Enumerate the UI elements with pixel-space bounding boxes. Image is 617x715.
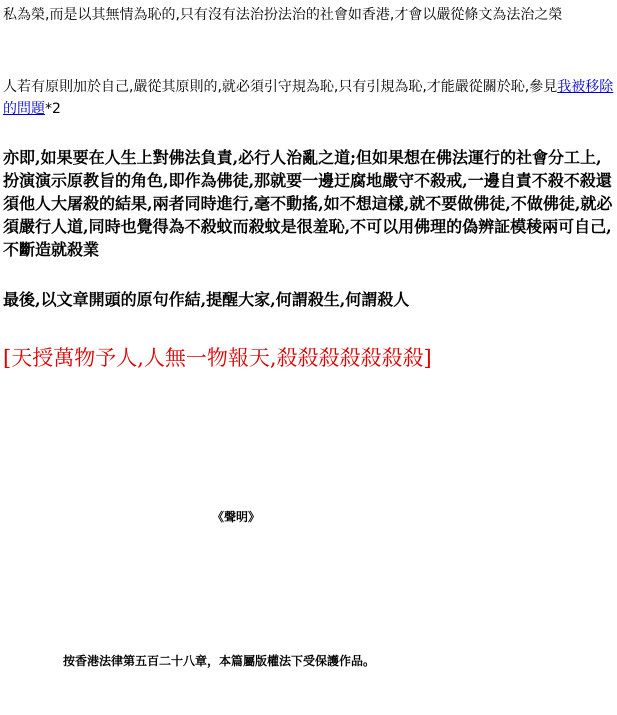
closing-quote: [天授萬物予人,人無一物報天,殺殺殺殺殺殺殺]: [3, 346, 432, 370]
removed-question-link[interactable]: 我被移除的問題: [3, 79, 614, 117]
paragraph-intro: 私為榮,而是以其無情為恥的,只有沒有法治扮法治的社會如香港,才會以嚴從條文為法治之榮: [3, 7, 563, 23]
footnote-marker: *2: [45, 101, 61, 117]
copyright-notice: 按香港法律第五百二十八章，本篇屬版權法下受保護作品。: [63, 654, 376, 668]
paragraph-principle-text: 人若有原則加於自己,嚴從其原則的,就必須引守規為恥,只有引規為恥,才能嚴從關於恥,參見: [3, 79, 558, 95]
paragraph-conclusion: 最後,以文章開頭的原句作結,提醒大家,何謂殺生,何謂殺人: [3, 290, 410, 309]
paragraph-principle: [3, 76, 615, 120]
paragraph-buddhism: 亦即,如果要在人生上對佛法負責,必行人治亂之道;但如果想在佛法運行的社會分工上,扮演演示原教旨的角色,即作為佛徒,那就要一邊迂腐地嚴守不殺戒,一邊自責不殺不殺還須他人大屠殺的結果,兩者同時進行,毫不動搖,如不想這樣,就不要做佛徒,不做佛徒,就必須嚴行人道,同時也覺得為不殺蚊而殺蚊是很羞恥,不可以用佛理的偽辨証模稜兩可自己,不斷造就殺業: [3, 148, 613, 259]
statement-title: 《聲明》: [212, 510, 261, 524]
